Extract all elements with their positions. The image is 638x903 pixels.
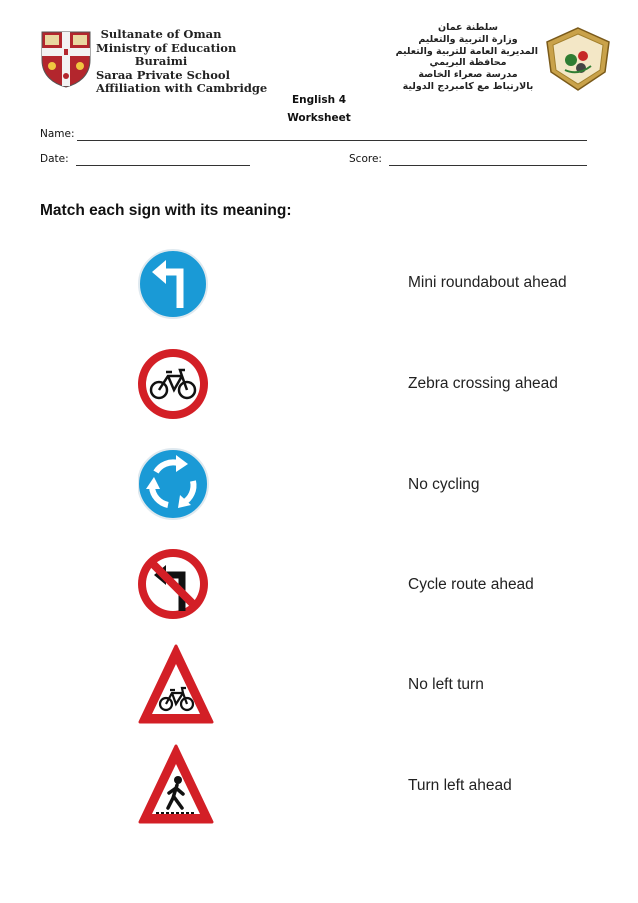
header-line: Ministry of Education (96, 40, 237, 55)
no-cycling-sign-icon (138, 342, 214, 426)
turn-left-ahead-sign-icon (138, 242, 214, 326)
instruction-heading: Match each sign with its meaning: (40, 202, 292, 219)
header-line: مدرسة صعراء الخاصة (418, 69, 518, 81)
cycle-route-ahead-sign-icon (138, 642, 214, 726)
mini-roundabout-sign-icon (138, 441, 214, 525)
school-name-arabic (395, 22, 538, 93)
subject-title: English 4 (291, 94, 347, 106)
meaning-text: No cycling (408, 476, 480, 493)
meaning-text: No left turn (408, 676, 484, 693)
cambridge-crest-icon (40, 30, 92, 88)
zebra-crossing-sign-icon (138, 742, 214, 826)
meaning-text: Mini roundabout ahead (408, 274, 567, 291)
date-label: Date: (40, 153, 69, 165)
school-name-english (96, 27, 268, 96)
score-field[interactable] (389, 154, 587, 166)
name-field[interactable] (77, 129, 587, 141)
header-line: بالارتباط مع كامبردج الدولية (402, 80, 534, 92)
header-line: المديرية العامة للتربية والتعليم (395, 45, 538, 57)
name-label: Name: (40, 128, 75, 140)
date-field[interactable] (76, 154, 250, 166)
header-line: سلطنة عمان (438, 22, 498, 33)
school-emblem-icon (543, 26, 613, 92)
header-line: وزارة التربية والتعليم (418, 33, 518, 45)
meaning-text: Cycle route ahead (408, 576, 534, 593)
header-line: Saraa Private School (96, 67, 230, 82)
header-line: Affiliation with Cambridge (96, 81, 268, 95)
header-line: Sultanate of Oman (100, 27, 222, 41)
no-left-turn-sign-icon (138, 541, 214, 625)
header-line: Buraimi (134, 54, 188, 68)
worksheet-title: Worksheet (287, 112, 351, 124)
meaning-text: Turn left ahead (408, 777, 512, 794)
score-label: Score: (349, 153, 382, 165)
header-line: محافظة البريمي (429, 57, 507, 69)
meaning-text: Zebra crossing ahead (408, 375, 558, 392)
